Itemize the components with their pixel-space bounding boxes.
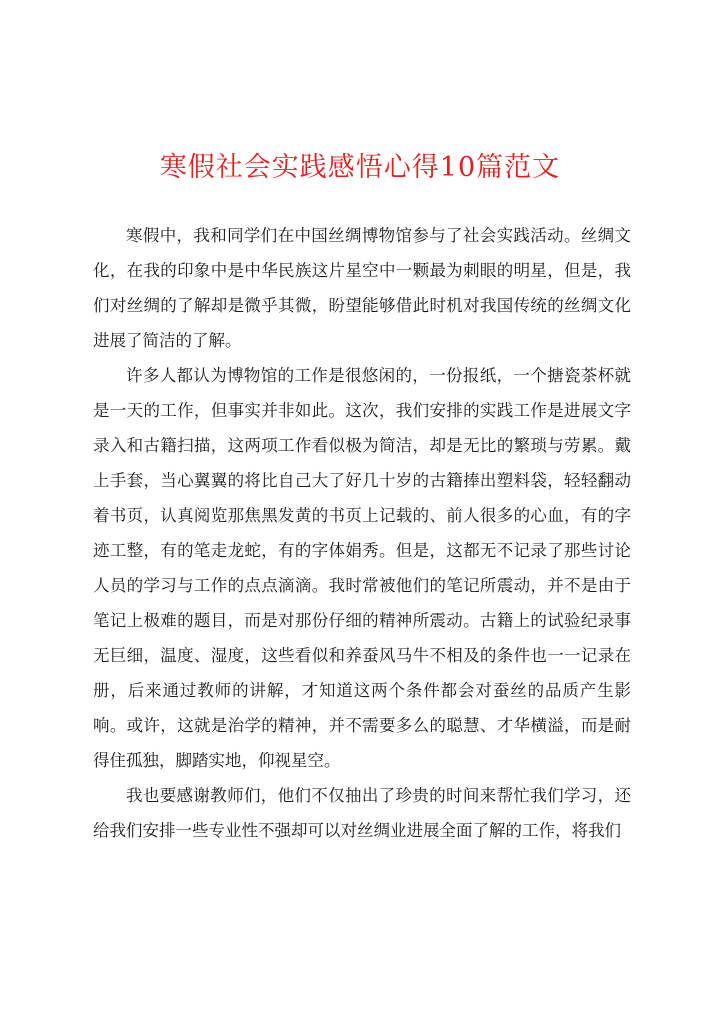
document-title: 寒假社会实践感悟心得10篇范文 — [159, 152, 561, 183]
paragraph-3: 我也要感谢教师们，他们不仅抽出了珍贵的时间来帮忙我们学习，还给我们安排一些专业性不强却可以对丝绸业进展全面了解的工作，将我们 — [93, 786, 631, 840]
paragraph-1: 寒假中，我和同学们在中国丝绸博物馆参与了社会实践活动。丝绸文化，在我的印象中是中华民族这片星空中一颗最为刺眼的明星，但是，我们对丝绸的了解却是微乎其微，盼望能够借此时机对我国传统的丝绸文化进展了简洁的了解。 — [93, 226, 631, 350]
document-body — [93, 218, 631, 848]
paragraph-2: 许多人都认为博物馆的工作是很悠闲的，一份报纸，一个搪瓷茶杯就是一天的工作，但事实并非如此。这次，我们安排的实践工作是进展文字录入和古籍扫描，这两项工作看似极为简洁，却是无比的繁琐与劳累。戴上手套，当心翼翼的将比自己大了好几十岁的古籍捧出塑料袋，轻轻翻动着书页，认真阅览那焦黑发黄的书页上记载的、前人很多的心血，有的字迹工整，有的笔走龙蛇，有的字体娟秀。但是，这都无不记录了那些讨论人员的学习与工作的点点滴滴。我时常被他们的笔记所震动，并不是由于笔记上极难的题目，而是对那份仔细的精神所震动。古籍上的试验纪录事无巨细，温度、湿度，这些看似和养蚕风马牛不相及的条件也一一记录在册，后来通过教师的讲解，才知道这两个条件都会对蚕丝的品质产生影响。或许，这就是治学的精神，并不需要多么的聪慧、才华横溢，而是耐得住孤独，脚踏实地，仰视星空。 — [93, 366, 631, 770]
